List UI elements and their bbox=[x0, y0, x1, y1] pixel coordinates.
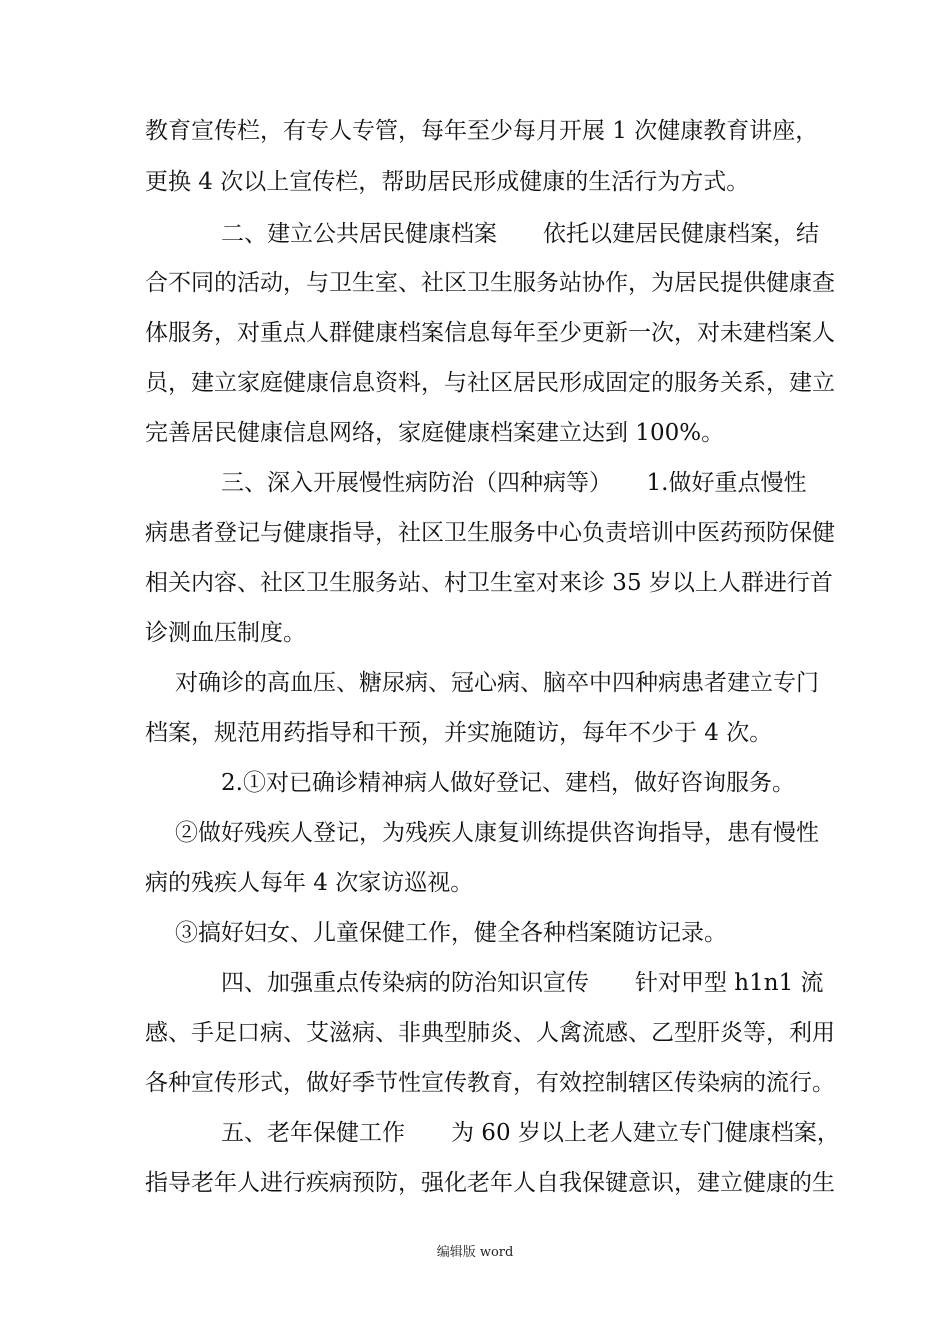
text-line: 诊测血压制度。 bbox=[145, 620, 306, 646]
text-line: 体服务，对重点人群健康档案信息每年至少更新一次，对未建档案人 bbox=[145, 320, 835, 346]
section-heading-line: 四、加强重点传染病的防治知识宣传 针对甲型 h1n1 流 bbox=[221, 970, 824, 996]
text-line: 员，建立家庭健康信息资料，与社区居民形成固定的服务关系，建立 bbox=[145, 370, 835, 396]
section-heading-line: 二、建立公共居民健康档案 依托以建居民健康档案，结 bbox=[221, 221, 819, 247]
text-line: 感、手足口病、艾滋病、非典型肺炎、人禽流感、乙型肝炎等，利用 bbox=[145, 1020, 835, 1046]
text-line: 档案，规范用药指导和干预，并实施随访，每年不少于 4 次。 bbox=[145, 720, 773, 746]
text-line: 2.①对已确诊精神病人做好登记、建档，做好咨询服务。 bbox=[221, 770, 795, 796]
text-line: 病患者登记与健康指导，社区卫生服务中心负责培训中医药预防保健 bbox=[145, 520, 835, 546]
page-footer: 编辑版 word bbox=[436, 1245, 514, 1260]
text-line: ③搞好妇女、儿童保健工作，健全各种档案随访记录。 bbox=[175, 920, 727, 946]
text-line: 相关内容、社区卫生服务站、村卫生室对来诊 35 岁以上人群进行首 bbox=[145, 570, 833, 596]
text-line: ②做好残疾人登记，为残疾人康复训练提供咨询指导，患有慢性 bbox=[175, 820, 819, 846]
text-line: 各种宣传形式，做好季节性宣传教育，有效控制辖区传染病的流行。 bbox=[145, 1070, 835, 1096]
section-heading-line: 五、老年保健工作 为 60 岁以上老人建立专门健康档案， bbox=[221, 1120, 840, 1146]
text-line: 指导老年人进行疾病预防，强化老年人自我保键意识，建立健康的生 bbox=[145, 1170, 835, 1196]
text-line: 完善居民健康信息网络，家庭健康档案建立达到 100%。 bbox=[145, 420, 725, 446]
text-line: 对确诊的高血压、糖尿病、冠心病、脑卒中四种病患者建立专门 bbox=[175, 670, 819, 696]
text-line: 病的残疾人每年 4 次家访巡视。 bbox=[145, 870, 474, 896]
text-line: 教育宣传栏，有专人专管，每年至少每月开展 1 次健康教育讲座， bbox=[145, 118, 819, 144]
text-line: 合不同的活动，与卫生室、社区卫生服务站协作，为居民提供健康查 bbox=[145, 270, 835, 296]
section-heading-line: 三、深入开展慢性病防治（四种病等） 1.做好重点慢性 bbox=[221, 470, 807, 496]
text-line: 更换 4 次以上宣传栏，帮助居民形成健康的生活行为方式。 bbox=[145, 169, 750, 195]
